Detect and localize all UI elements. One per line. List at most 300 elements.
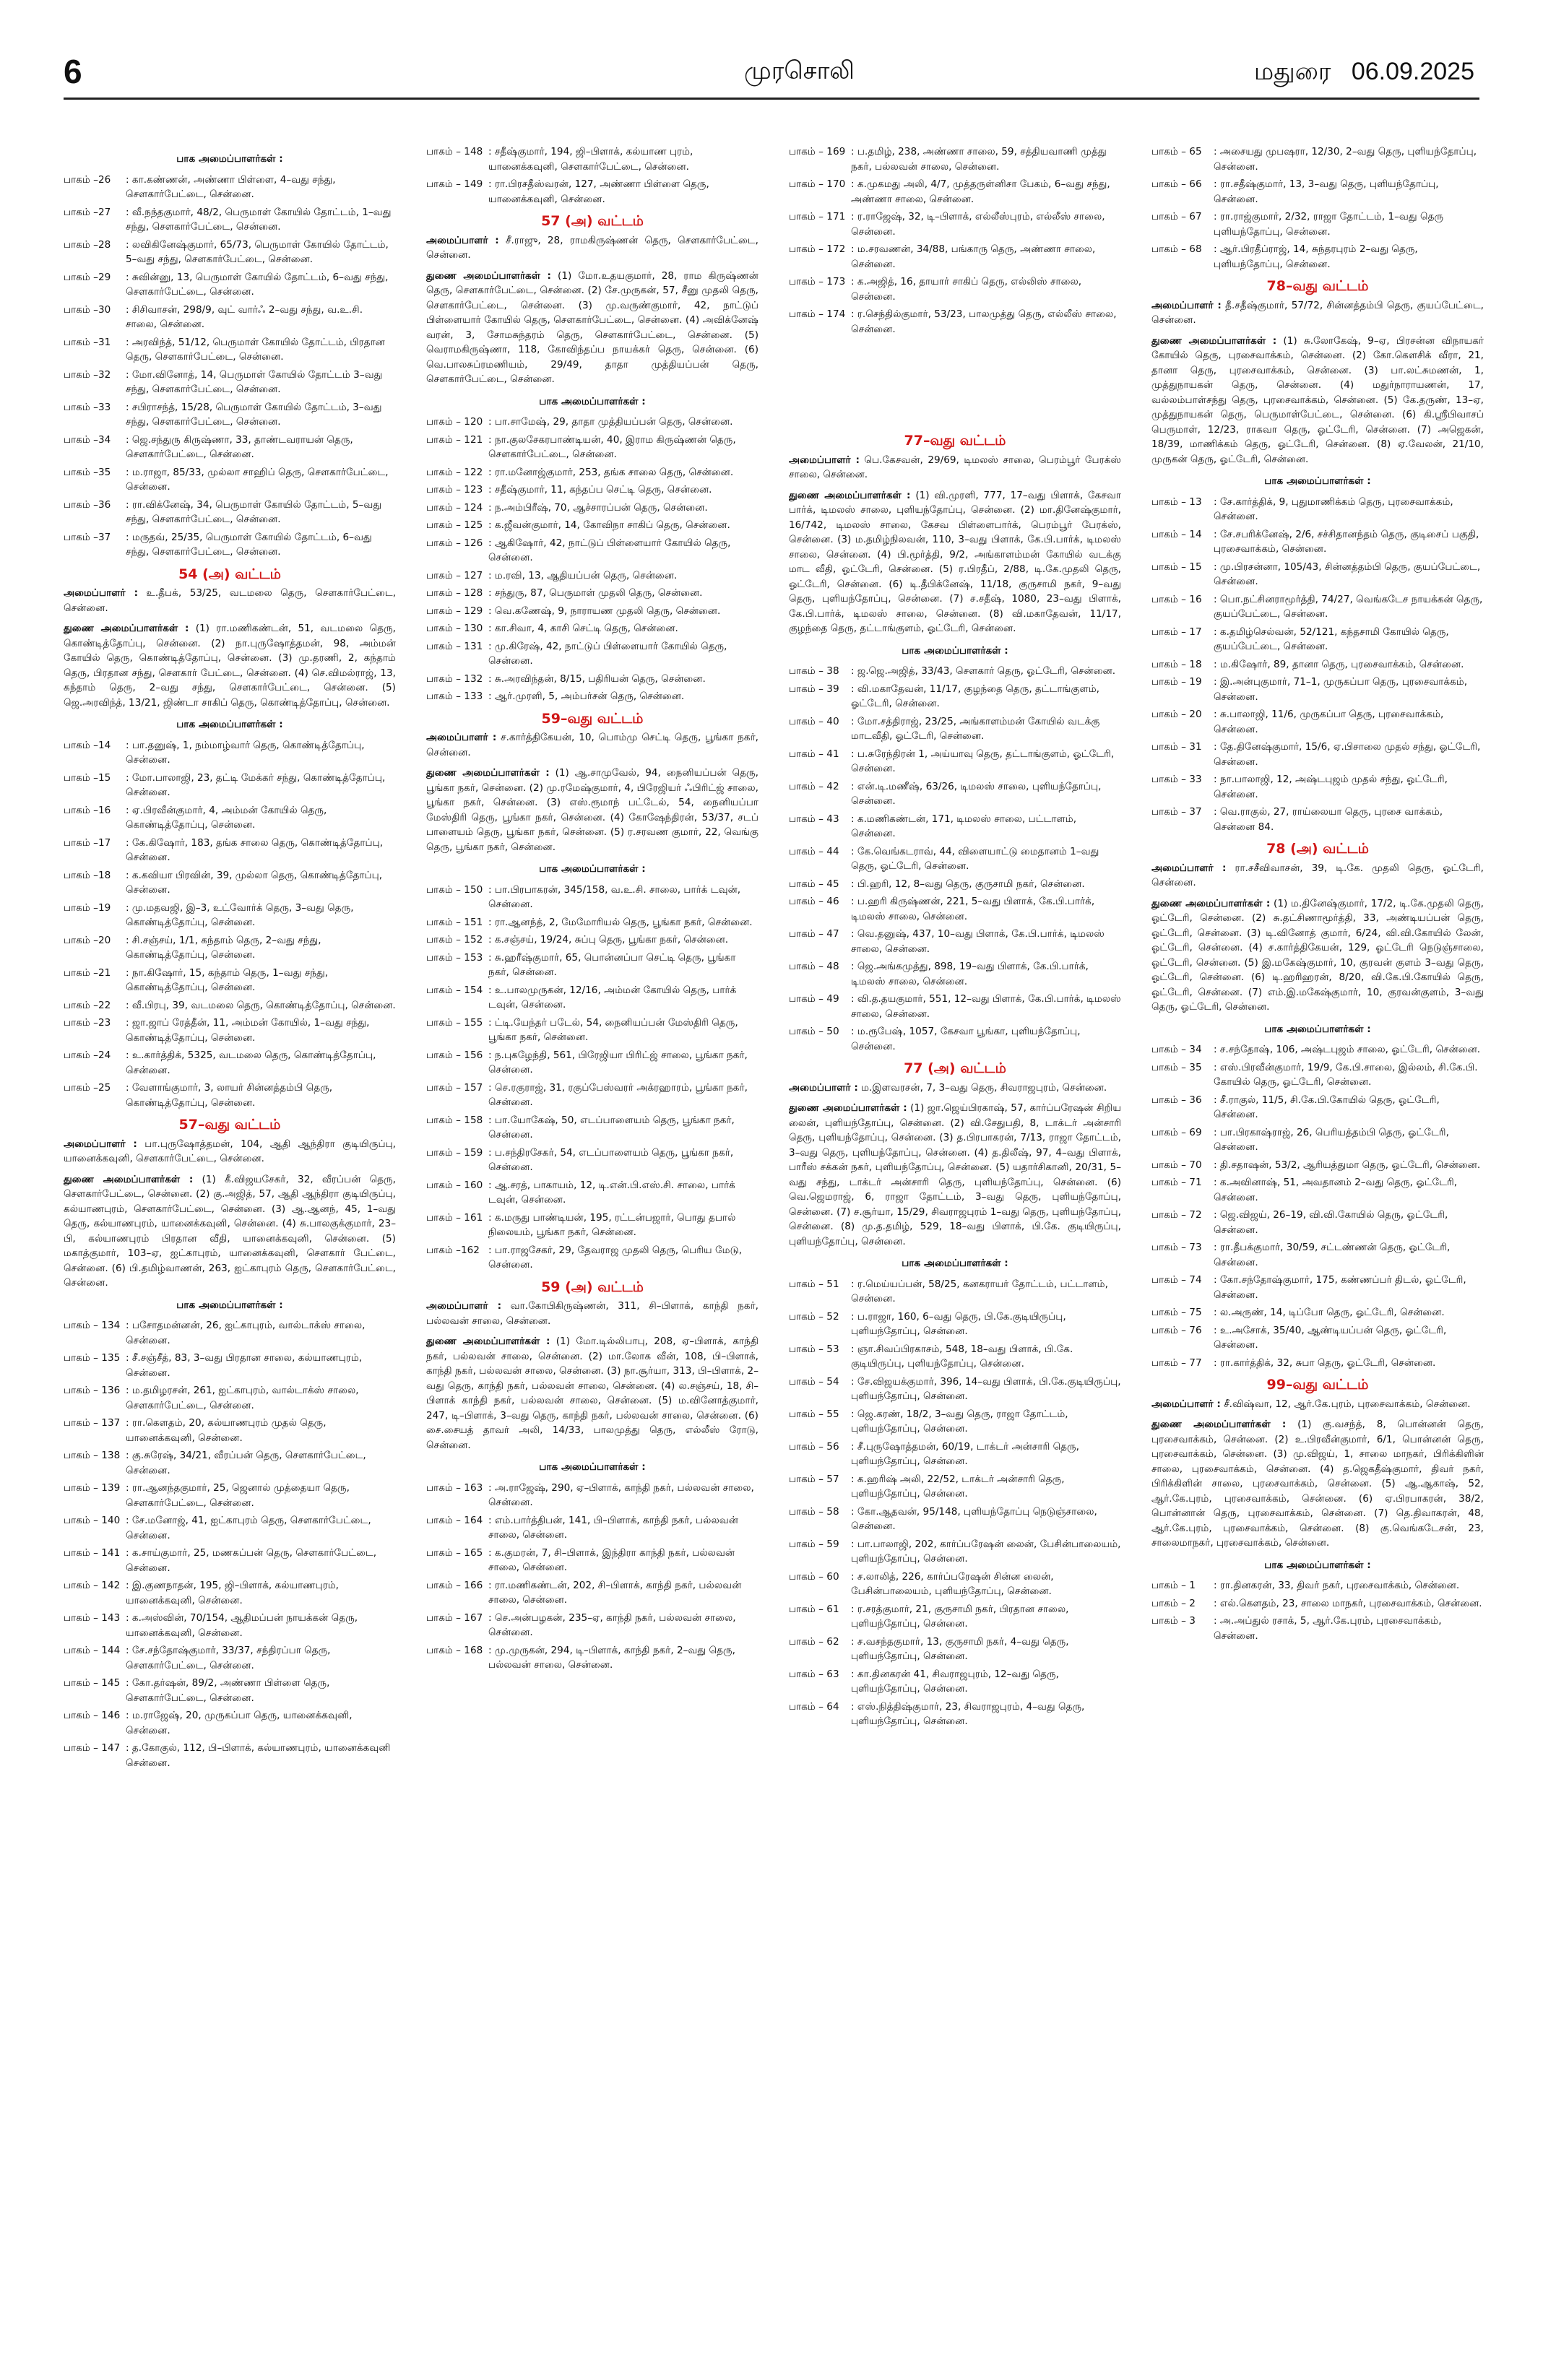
booth-row (789, 894, 1121, 924)
booth-number: பாகம் – 55 (789, 1408, 839, 1420)
booth-row (1151, 1093, 1484, 1122)
subheading: பாக அமைப்பாளர்கள் : (1264, 1559, 1371, 1571)
booth-number: பாகம் – 171 (789, 211, 846, 222)
booth-list (1151, 144, 1484, 272)
booth-row (64, 1416, 396, 1445)
booth-number: பாகம் – 33 (1151, 774, 1202, 785)
booth-row (1151, 560, 1484, 589)
booth-number: பாகம் – 128 (426, 587, 483, 599)
booth-organiser: : சி.சஞ்சய், 1/1, கந்தாம் தெரு, 2–வது சந்து, கொண்டித்தோப்பு, சென்னை. (126, 934, 321, 961)
organiser-text: வா.கோபிகிருஷ்ணன், 311, சி–பிளாக், காந்தி நகர், பல்லவன் சாலை, சென்னை. (426, 1300, 758, 1327)
deputy-label: துணை அமைப்பாளர்கள் : (426, 767, 550, 779)
booth-row (1151, 657, 1484, 672)
column-gap (789, 339, 1121, 426)
booth-row (1151, 1578, 1484, 1593)
booth-number: பாகம் – 151 (426, 916, 483, 928)
booth-number: பாகம் – 71 (1151, 1177, 1202, 1188)
booth-organiser: : ம.ரவி, 13, ஆதியப்பன் தெரு, சென்னை. (488, 569, 678, 581)
booth-number: பாகம் – 51 (789, 1278, 839, 1290)
booth-number: பாகம் – 145 (64, 1677, 121, 1689)
booth-list (789, 144, 1121, 337)
booth-row (426, 1113, 758, 1143)
booth-number: பாகம் – 132 (426, 672, 483, 685)
booth-row (64, 433, 396, 462)
deputy-label: துணை அமைப்பாளர்கள் : (789, 489, 911, 501)
booth-organiser: : சு.ஹரீஷ்குமார், 65, பொன்னப்பா செட்டி தெரு, பூங்கா நகர், சென்னை. (488, 951, 736, 978)
booth-number: பாகம் – 37 (1151, 806, 1202, 818)
booth-number: பாகம் – 146 (64, 1710, 121, 1721)
booth-number: பாகம் –22 (64, 999, 111, 1011)
booth-row (64, 868, 396, 898)
issue-date: 06.09.2025 (1351, 58, 1474, 85)
booth-row (1151, 1596, 1484, 1611)
booth-organiser: : ரா.மணிகண்டன், 202, சி–பிளாக், காந்தி நகர், பல்லவன் சாலை, சென்னை. (488, 1579, 742, 1606)
deputy-text: (1) கு.வசந்த், 8, பொன்னன் தெரு, புரசைவாக்கம், சென்னை. (2) உ.பிரவீன்குமார், 6/1, பொன்னன் தெரு, புரசைவாக்கம், சென்னை. (3) மு.விஜய், 1, சாலை மாநகர், பிரிக்கிளின் சாலை, புரசைவாக்கம், சென்னை. (4) த.ஜெகதீஷ்குமார், திவர் நகர், பிரிக்கிளின் சாலை, புரசைவாக்கம், சென்னை. (5) ஆ.ஆகாஷ், 52, ஆர்.கே.புரம், புரசைவாக்கம், சென்னை. (6) ஏ.பிரபாகரன், 38/2, பொன்னான் தெரு, புரசைவாக்கம், சென்னை. (7) தெ.திவாகரன், 48, ஆர்.கே.புரம், புரசைவாக்கம், சென்னை. (8) கு.வெங்கடேசன், 23, சாலைமாநகர், புரசைவாக்கம், சென்னை. (1151, 1419, 1484, 1549)
booth-list (1151, 1042, 1484, 1370)
booth-row (64, 1448, 396, 1478)
booth-row (64, 173, 396, 202)
booth-organiser: : உ.கார்த்திக், 5325, வடமலை தெரு, கொண்டித்தோப்பு, சென்னை. (126, 1050, 376, 1076)
booth-row (426, 1081, 758, 1110)
booth-organiser: : ரா.மனோஜ்குமார், 253, தங்க சாலை தெரு, சென்னை. (488, 466, 734, 478)
deputy-text: (1) சு.லோகேஷ், 9–ஏ, பிரசன்ன விநாயகர் கோயில் தெரு, புரசைவாக்கம், சென்னை. (2) கோ.கௌசிக் வீரா, 21, தானா தெரு, புரசைவாக்கம், சென்னை. (3) பா.லட்சுமணன், 1, முத்துநாயகன் தெரு, சென்னை. (4) மதுர்நாராயணன், 17, வல்லம்பாள்சந்து தெரு, புரசைவாக்கம், சென்னை. (5) கே.தருண், 13–ஏ, முத்துநாயகன் தெரு, பெருமாள்பேட்டை, சென்னை. (6) கி.ஸ்ரீபிவாசப் பெருமாள், 12/23, ராகவா தெரு, ஓட்டேரி, சென்னை. (7) அஜெகன், 18/39, மாணிக்கம் தெரு, ஓட்டேரி, சென்னை. (8) ஏ.வேலன், 21/10, முருகன் தெரு, ஓட்டேரி, சென்னை. (1151, 334, 1484, 465)
dateline (1254, 58, 1474, 89)
booth-number: பாகம் – 56 (789, 1440, 839, 1453)
booth-row (789, 747, 1121, 776)
organiser-paragraph (426, 233, 758, 263)
deputy-text: (1) ம.தினேஷ்குமார், 17/2, டி.கே.முதலி தெரு, ஓட்டேரி, சென்னை. (2) சு.தட்சிணாமூர்த்தி, 33, அண்டியப்பன் தெரு, ஓட்டேரி, சென்னை. (3) டி.வினோத் குமார், 6/24, வி.வி.கோயில் லேன், ஓட்டேரி, சென்னை. (4) ச.கார்த்திகேயன், 129, ஓட்டேரி நெடுஞ்சாலை, ஓட்டேரி, சென்னை. (5) இ.மகேஷ்குமார், 10, குரவன் குளம் 3–வது தெரு, ஓட்டேரி, சென்னை. (6) டி.ஹரிஹரன், 8/20, வி.கே.பி.கோயில் தெரு, ஓட்டேரி, சென்னை. (7) எம்.இ.மகேஷ்குமார், 10, குரவன்குளம், 3–வது தெரு, ஓட்டேரி, சென்னை. (1151, 897, 1484, 1013)
booth-row (426, 983, 758, 1013)
booth-number: பாகம் – 126 (426, 537, 483, 549)
booth-row (789, 242, 1121, 272)
header-rule (64, 98, 1479, 100)
booth-row (1151, 144, 1484, 174)
booth-organiser: : மு.மதவஜி, இ–3, உட்வோர்க் தெரு, 3–வது தெரு, கொண்டித்தோப்பு, சென்னை. (126, 901, 354, 928)
booth-organiser: : ஆ.சரத், பாகாயம், 12, டி.என்.பி.எஸ்.சி. சாலை, பார்க் டவுன், சென்னை. (488, 1179, 735, 1206)
booth-number: பாகம் – 17 (1151, 626, 1202, 638)
booth-organiser: : வெ.கணேஷ், 9, நாராயண முதலி தெரு, சென்னை. (488, 605, 721, 617)
organiser-label: அமைப்பாளர் : (64, 587, 139, 599)
booth-row (1151, 1240, 1484, 1270)
page-number: 6 (64, 53, 82, 90)
booth-row (64, 1741, 396, 1770)
booth-number: பாகம் – 34 (1151, 1044, 1202, 1055)
ward-heading: 77 (அ) வட்டம் (904, 1060, 1006, 1076)
booth-row (789, 959, 1121, 989)
booth-organiser: : ரா.தினகரன், 33, திவர் நகர், புரசைவாக்கம், சென்னை. (1214, 1580, 1460, 1591)
booth-row (426, 1481, 758, 1510)
booth-number: பாகம் – 42 (789, 780, 839, 792)
booth-list (426, 144, 758, 207)
booth-number: பாகம் –24 (64, 1050, 111, 1061)
booth-row (426, 1578, 758, 1608)
booth-row (789, 1537, 1121, 1567)
subheading: பாக அமைப்பாளர்கள் : (1264, 475, 1371, 487)
booth-row (426, 433, 758, 462)
booth-row (64, 1481, 396, 1510)
booth-number: பாகம் – 13 (1151, 496, 1202, 508)
booth-number: பாகம் – 156 (426, 1049, 483, 1061)
deputy-text: (1) மோ.டில்லிபாபு, 208, ஏ–பிளாக், காந்தி நகர், பல்லவன் சாலை, சென்னை. (2) மா.லோக வீன், 108, பி–பிளாக், காந்தி நகர், பல்லவன் சாலை, சென்னை. (3) நா.சூர்யா, 313, பி–பிளாக், 2–வது தெரு, காந்தி நகர், பல்லவன் சாலை, சென்னை. (4) ல.சஞ்சய், 18, சி–பிளாக் காந்தி நகர், பல்லவன் சாலை, சென்னை. (5) ம.வினோத்குமார், 247, டி–பிளாக், 3–வது தெரு, காந்தி நகர், பல்லவன் சாலை, சென்னை. (6) சை.சையத் தாவர் அலி, 14/33, பாலமுத்து தெரு, எல்லீஸ் ரோடு, சென்னை. (426, 1336, 758, 1451)
booth-organiser: : க.ஹரிஷ் அலி, 22/52, டாக்டர் அன்சாரி தெரு, புளியந்தோப்பு, சென்னை. (851, 1473, 1065, 1500)
booth-row (1151, 1042, 1484, 1057)
booth-number: பாகம் – 53 (789, 1343, 839, 1355)
booth-number: பாகம் – 77 (1151, 1356, 1202, 1369)
booth-row (1151, 1208, 1484, 1237)
booth-number: பாகம் – 65 (1151, 146, 1202, 157)
column-1 (64, 144, 396, 2366)
deputy-text: (1) ஆ.சாமுவேல், 94, நைனியப்பன் தெரு, பூங்கா நகர், சென்னை. (2) மு.ரமேஷ்குமார், 4, பிரேஜியர் ஃபிரிட்ஜ் சாலை, பூங்கா நகர், சென்னை. (3) எஸ்.ரூமாந் பட்டேல், 54, நைனியப்பா மேஸ்திரி தெரு, பூங்கா நகர், சென்னை. (4) கோஷேந்திரன், 53/37, சடப் பாளையம் தெரு, பூங்கா நகர், சென்னை. (5) ர.சரவண குமார், 22, வெங்கு தெரு, பூங்கா நகர், சென்னை. (426, 767, 758, 853)
booth-organiser: : ம.தமிழரசன், 261, ஐட்காபுரம், வால்டாக்ஸ் சாலை, சௌகார்பேட்டை, சென்னை. (126, 1385, 359, 1411)
deputy-text: (1) ரா.மணிகண்டன், 51, வடமலை தெரு, கொண்டித்தோப்பு, சென்னை. (2) நா.புருஷோத்தமன், 98, அம்மன் கோயில் தெரு, கொண்டித்தோப்பு, சென்னை. (3) மு.தரணி, 2, கந்தாம் தெரு, பிரதான சந்து, சௌகார் பேட்டை, சென்னை. (4) செ.விமல்ராஜ், 13, கந்தாம் தெரு, 2–வது சந்து, சௌகார்பேட்டை, சென்னை. (5) ஜெ.அரவிந்த், 13/21, ஜிண்டா சாகிப் தெரு, கொண்டித்தோப்பு, சென்னை. (64, 623, 396, 709)
booth-number: பாகம் – 135 (64, 1352, 121, 1364)
booth-number: பாகம் – 70 (1151, 1159, 1202, 1171)
organiser-label: அமைப்பாளர் : (426, 1300, 502, 1312)
booth-row (1151, 177, 1484, 207)
booth-number: பாகம் – 154 (426, 984, 483, 996)
booth-row (1151, 772, 1484, 802)
booth-row (789, 1505, 1121, 1534)
booth-row (1151, 805, 1484, 834)
booth-row (1151, 1175, 1484, 1205)
booth-row (1151, 1305, 1484, 1320)
deputy-text: (1) ஜா.ஜெய்பிரகாஷ், 57, கார்ப்பரேஷன் சிறிய லைன், புளியந்தோப்பு, சென்னை. (2) வி.சேதுபதி, 8, டாக்டர் அன்சாரி தெரு, புளியந்தோப்பு, சென்னை. (3) த.பிரபாகரன், 7/13, ராஜா தோட்டம், 3–வது தெரு, புளியந்தோப்பு, சென்னை. (4) த.திலீஷ், 97, 4–வது பிளாக், பாரீஸ் சக்கன் நகர், புளியந்தோப்பு, சென்னை. (5) யதார்சிகானி, 20/31, 5–வது சந்து, டாக்டர் அன்சாரி தெரு, புளியந்தோப்பு, சென்னை. (6) வெ.ஜெமராஜ், 6, ராஜா தோட்டம், 3–வது தெரு, புளியந்தோப்பு, சென்னை. (7) ச.சூர்யா, 15/29, சிவராஜபுரம் 1–வது தெரு, புளியந்தோப்பு, சென்னை. (8) மு.த.தமிழ், 529, 18–வது பிளாக், பி.கே. குடியிருப்பு, புளியந்தோப்பு, சென்னை. (789, 1102, 1121, 1247)
booth-row (789, 664, 1121, 679)
booth-row (426, 1243, 758, 1273)
booth-organiser: : நா.குலசேகரபாண்டியன், 40, இராம கிருஷ்ணன் தெரு, சௌகார்பேட்டை, சென்னை. (488, 433, 736, 460)
booth-organiser: : சு.பாலாஜி, 11/6, முருகப்பா தெரு, புரசைவாக்கம், சென்னை. (1214, 709, 1444, 735)
booth-row (426, 1643, 758, 1673)
booth-organiser: : மோ.பாலாஜி, 23, தட்டி மேக்கர் சந்து, கொண்டித்தோப்பு, சென்னை. (126, 771, 386, 798)
booth-number: பாகம் – 174 (789, 308, 846, 320)
booth-organiser: : ஜெ.சந்துரு கிருஷ்ணா, 33, தாண்டவராயன் தெரு, சௌகார்பேட்டை, சென்னை. (126, 433, 353, 460)
booth-organiser: : மோ.சத்திராஜ், 23/25, அங்காளம்மன் கோயில் வடக்கு மாடவீதி, ஓட்டேரி, சென்னை. (851, 715, 1100, 742)
booth-list (789, 664, 1121, 1054)
booth-organiser: : பா.ராஜசேகர், 29, தேவராஜ முதலி தெரு, பெரிய மேடு, சென்னை. (488, 1244, 743, 1271)
masthead (0, 0, 1543, 108)
booth-organiser: : செ.அன்பழகன், 235–ஏ, காந்தி நகர், பல்லவன் சாலை, சென்னை. (488, 1611, 736, 1638)
booth-row (426, 932, 758, 948)
booth-number: பாகம் – 131 (426, 640, 483, 652)
booth-organiser: : ஆகிஷோர், 42, நாட்டுப் பிள்ளையார் கோயில் தெரு, சென்னை. (488, 537, 731, 563)
booth-row (789, 144, 1121, 174)
booth-number: பாகம் –27 (64, 206, 111, 218)
booth-row (426, 177, 758, 207)
booth-organiser: : கா.சிவா, 4, காசி செட்டி தெரு, சென்னை. (488, 623, 678, 634)
booth-number: பாகம் – 160 (426, 1179, 483, 1191)
booth-number: பாகம் – 137 (64, 1417, 121, 1429)
booth-list (64, 173, 396, 560)
booth-row (64, 771, 396, 800)
booth-organiser: : எஸ்.நித்திஷ்குமார், 23, சிவராஜபுரம், 4–வது தெரு, புளியந்தோப்பு, சென்னை. (851, 1700, 1085, 1727)
booth-row (64, 1708, 396, 1738)
booth-number: பாகம் – 76 (1151, 1324, 1202, 1336)
subheading: பாக அமைப்பாளர்கள் : (176, 1299, 283, 1311)
booth-number: பாகம் – 45 (789, 878, 839, 890)
booth-number: பாகம் – 58 (789, 1505, 839, 1518)
booth-organiser: : ரா.விக்னேஷ், 34, பெருமாள் கோயில் தோட்டம், 5–வது சந்து, சௌகார்பேட்டை, சென்னை. (126, 498, 382, 525)
booth-row (64, 238, 396, 267)
booth-number: பாகம் –17 (64, 836, 111, 849)
booth-row (64, 1546, 396, 1575)
booth-number: பாகம் – 143 (64, 1612, 121, 1624)
booth-organiser: : சே.விஜயக்குமார், 396, 14–வது பிளாக், பி.கே.குடியிருப்பு, புளியந்தோப்பு, சென்னை. (851, 1375, 1121, 1402)
booth-row (1151, 527, 1484, 557)
booth-number: பாகம் – 60 (789, 1570, 839, 1583)
booth-number: பாகம் – 136 (64, 1385, 121, 1396)
booth-organiser: : ச.சந்தோஷ், 106, அஷ்டபுஜம் சாலை, ஓட்டேரி, சென்னை. (1214, 1044, 1481, 1055)
booth-row (64, 836, 396, 865)
booth-row (426, 951, 758, 980)
booth-organiser: : சு.அரவிந்தன், 8/15, பதிரியன் தெரு, சென்னை. (488, 672, 706, 685)
deputy-paragraph (789, 488, 1121, 636)
booth-number: பாகம் – 57 (789, 1473, 839, 1485)
deputy-paragraph (426, 766, 758, 854)
deputy-label: துணை அமைப்பாளர்கள் : (789, 1102, 907, 1114)
booth-organiser: : உ.பாலமுருகன், 12/16, அம்மன் கோயில் தெரு, பார்க் டவுன், சென்னை. (488, 984, 737, 1011)
booth-number: பாகம் – 139 (64, 1482, 121, 1494)
booth-organiser: : சீ.சஞ்சீத், 83, 3–வது பிரதான சாலை, கல்யாணபுரம், சென்னை. (126, 1352, 363, 1379)
booth-organiser: : மு.முருகன், 294, டி–பிளாக், காந்தி நகர், 2–வது தெரு, பல்லவன் சாலை, சென்னை. (488, 1644, 735, 1671)
subheading: பாக அமைப்பாளர்கள் : (176, 153, 283, 165)
booth-row (789, 1635, 1121, 1664)
booth-organiser: : கா.தினகரன் 41, சிவராஜபுரம், 12–வது தெரு, புளியந்தோப்பு, சென்னை. (851, 1668, 1059, 1695)
booth-organiser: : ம.கிஷோர், 89, தானா தெரு, புரசைவாக்கம், சென்னை. (1214, 658, 1464, 670)
booth-organiser: : நா.பாலாஜி, 12, அஷ்டபுஜம் முதல் சந்து, ஓட்டேரி, சென்னை. (1214, 774, 1448, 800)
booth-number: பாகம் – 3 (1151, 1615, 1196, 1627)
booth-number: பாகம் – 157 (426, 1081, 483, 1094)
booth-organiser: : மு.கிரேஷ், 42, நாட்டுப் பிள்ளையார் கோயில் தெரு, சென்னை. (488, 640, 727, 667)
subheading: பாக அமைப்பாளர்கள் : (1264, 1023, 1371, 1035)
booth-number: பாகம் – 54 (789, 1375, 839, 1388)
booth-number: பாகம் – 44 (789, 845, 839, 857)
booth-organiser: : பொ.நட்சினராமூர்த்தி, 74/27, வெங்கடேச நாயக்கன் தெரு, குயப்பேட்டை, சென்னை. (1214, 593, 1483, 620)
booth-number: பாகம் – 75 (1151, 1307, 1202, 1318)
booth-number: பாகம் – 2 (1151, 1597, 1196, 1609)
booth-organiser: : எஸ்.பிரவீன்குமார், 19/9, கே.பி.சாலை, இல்லம், சி.கே.பி. கோயில் தெரு, ஓட்டேரி, சென்னை. (1214, 1061, 1478, 1088)
booth-organiser: : ச.வசந்தகுமார், 13, குருசாமி நகர், 4–வது தெரு, புளியந்தோப்பு, சென்னை. (851, 1635, 1069, 1662)
booth-list (64, 738, 396, 1111)
deputy-paragraph (1151, 896, 1484, 1015)
booth-organiser: : ல.அருண், 14, டிப்போ தெரு, ஓட்டேரி, சென்னை. (1214, 1307, 1445, 1318)
booth-organiser: : கோ.சந்தோஷ்குமார், 175, கண்ணப்பர் திடல், ஓட்டேரி, சென்னை. (1214, 1274, 1466, 1301)
booth-organiser: : ரா.ராஜ்குமார், 2/32, ராஜா தோட்டம், 1–வது தெரு புளியந்தோப்பு, சென்னை. (1214, 211, 1444, 238)
booth-organiser: : தி.சதாஷன், 53/2, ஆரியத்துமா தெரு, ஓட்டேரி, சென்னை. (1214, 1159, 1481, 1171)
organiser-label: அமைப்பாளர் : (789, 1081, 858, 1094)
booth-number: பாகம் –16 (64, 804, 111, 816)
booth-row (1151, 242, 1484, 272)
booth-organiser: : ரா.பிரசதீஸ்வரன், 127, அண்ணா பிள்ளை தெரு, யானைக்கவுனி, சென்னை. (488, 178, 709, 205)
organiser-paragraph (789, 1081, 1121, 1096)
booth-number: பாகம் – 149 (426, 178, 483, 190)
booth-number: பாகம் – 67 (1151, 211, 1202, 222)
booth-organiser: : அசையது முபஷரா, 12/30, 2–வது தெரு, புளியந்தோப்பு, சென்னை. (1214, 146, 1477, 173)
booth-row (789, 1375, 1121, 1404)
booth-organiser: : க.முகமது அலி, 4/7, முத்தருள்னிசா பேகம், 6–வது சந்து, அண்ணா சாலை, சென்னை. (851, 178, 1110, 205)
column-2 (426, 144, 758, 2366)
booth-row (426, 483, 758, 498)
deputy-label: துணை அமைப்பாளர்கள் : (1151, 334, 1277, 347)
booth-row (426, 568, 758, 584)
booth-row (426, 536, 758, 566)
booth-row (789, 1024, 1121, 1054)
booth-number: பாகம் – 163 (426, 1481, 483, 1494)
booth-organiser: : அ.அப்துல் ரசாக், 5, ஆர்.கே.புரம், புரசைவாக்கம், சென்னை. (1214, 1615, 1442, 1642)
booth-number: பாகம் – 66 (1151, 178, 1202, 190)
booth-row (1151, 209, 1484, 239)
booth-row (64, 335, 396, 365)
booth-number: பாகம் – 125 (426, 519, 483, 531)
booth-number: பாகம் –23 (64, 1017, 111, 1029)
booth-organiser: : க.மருது பாண்டியன், 195, ரட்டன்பஜார், பொது தபால் நிலையம், பூங்கா நகர், சென்னை. (488, 1211, 736, 1238)
organiser-paragraph (789, 453, 1121, 483)
booth-row (789, 1667, 1121, 1697)
organiser-text: உ.தீபக், 53/25, வடமலை தெரு, சௌகார்பேட்டை, சென்னை. (64, 587, 396, 614)
booth-organiser: : ரா.தீபக்குமார், 30/59, சட்டண்ணன் தெரு, ஓட்டேரி, சென்னை. (1214, 1242, 1451, 1268)
organiser-text: சீ.விஷ்வா, 12, ஆர்.கே.புரம், புரசைவாக்கம், சென்னை. (1220, 1398, 1471, 1410)
booth-number: பாகம் – 173 (789, 276, 846, 287)
booth-organiser: : க.ஜீவன்குமார், 14, கோவிநா சாகிப் தெரு, சென்னை. (488, 519, 730, 531)
deputy-paragraph (64, 621, 396, 710)
booth-row (64, 1611, 396, 1640)
booth-number: பாகம் – 69 (1151, 1126, 1202, 1138)
booth-row (426, 501, 758, 516)
booth-row (64, 530, 396, 560)
booth-organiser: : பி.ஹரி, 12, 8–வது தெரு, குருசாமி நகர், சென்னை. (851, 878, 1085, 890)
booth-number: பாகம் – 16 (1151, 593, 1202, 605)
booth-organiser: : ர.ராஜேஷ், 32, டி–பிளாக், எல்லீஸ்புரம், எல்லீஸ் சாலை, சென்னை. (851, 211, 1105, 238)
deputy-text: (1) கீ.விஜயசேகர், 32, வீரப்பன் தெரு, சௌகார்பேட்டை, சென்னை. (2) கு.அஜித், 57, ஆதி ஆந்திரா குடியிருப்பு, கல்யாணபுரம், சௌகார்பேட்டை, சென்னை. (3) ஆ.ஆனந், 45, 1–வது தெரு, கல்யாணபுரம், யானைக்கவுனி, சென்னை. (4) சு.பாலகுக்குமார், 23–பி, கல்யாணபுரம் பிரதான வீதி, யானைக்கவுனி, சென்னை. (5) மகாத்குமார், 103–ஏ, ஐட்காபுரம், யானைக்கவுனி, சௌகார் பேட்டை, சென்னை. (6) பி.தமிழ்வாணன், 263, ஐட்காபுரம் தெரு, சௌகார்பேட்டை, சென்னை. (64, 1173, 396, 1289)
booth-row (64, 966, 396, 995)
organiser-label: அமைப்பாளர் : (426, 732, 497, 743)
ward-heading: 78–வது வட்டம் (1266, 278, 1369, 294)
booth-row (789, 307, 1121, 337)
booth-number: பாகம் – 122 (426, 466, 483, 478)
booth-organiser: : மோ.வினோத், 14, பெருமாள் கோயில் தோட்டம் 3–வது சந்து, சௌகார்பேட்டை, சென்னை. (126, 368, 383, 395)
booth-organiser: : பா.யோகேஷ், 50, எடப்பாளையம் தெரு, பூங்கா நகர், சென்னை. (488, 1114, 735, 1141)
booth-number: பாகம் – 121 (426, 433, 483, 446)
booth-organiser: : ந.அம்பிரீஷ், 70, ஆச்சாரப்பன் தெரு, சென்னை. (488, 501, 708, 514)
booth-number: பாகம் – 39 (789, 683, 839, 695)
booth-row (426, 465, 758, 480)
organiser-label: அமைப்பாளர் : (789, 454, 860, 466)
booth-number: பாகம் –19 (64, 901, 111, 914)
deputy-paragraph (426, 1334, 758, 1453)
booth-row (64, 498, 396, 527)
booth-row (789, 1602, 1121, 1632)
booth-number: பாகம் –14 (64, 739, 111, 751)
deputy-paragraph (64, 1172, 396, 1291)
booth-organiser: : வெ.தனுஷ், 437, 10–வது பிளாக், கே.பி.பார்க், டிமலஸ் சாலை, சென்னை. (851, 928, 1105, 955)
booth-organiser: : ச.லாலித், 226, கார்ப்பரேஷன் சின்ன லைன், பேசின்பாலையம், புளியந்தோப்பு, சென்னை. (851, 1570, 1054, 1597)
booth-list (1151, 495, 1484, 835)
booth-row (64, 1578, 396, 1608)
deputy-paragraph (1151, 1417, 1484, 1551)
booth-row (64, 738, 396, 768)
booth-number: பாகம் – 48 (789, 961, 839, 972)
booth-number: பாகம் –28 (64, 238, 111, 251)
booth-organiser: : க.கவியா பிரவின், 39, முல்லா தெரு, கொண்டித்தோப்பு, சென்னை. (126, 869, 383, 896)
booth-number: பாகம் – 164 (426, 1514, 483, 1526)
booth-number: பாகம் – 18 (1151, 658, 1202, 670)
booth-number: பாகம் –15 (64, 771, 111, 784)
booth-number: பாகம் – 52 (789, 1310, 839, 1323)
ward-heading: 59–வது வட்டம் (541, 710, 644, 727)
booth-number: பாகம் – 14 (1151, 528, 1202, 540)
booth-row (789, 1407, 1121, 1437)
booth-number: பாகம் –20 (64, 934, 111, 946)
booth-row (426, 1611, 758, 1640)
booth-organiser: : கா.கண்ணன், அண்ணா பிள்ளை, 4–வது சந்து, சௌகார்பேட்டை, சென்னை. (126, 173, 336, 200)
booth-row (426, 1016, 758, 1045)
deputy-text: (1) வி.முரளி, 777, 17–வது பிளாக், கேசவா பார்க், டிமலஸ் சாலை, புளியந்தோப்பு, சென்னை. (2) மா.தினேஷ்குமார், 16/742, டிமலஸ் சாலை, கேசவ பிள்ளைபார்க், பெரம்பூர் பேரக்ஸ், சென்னை. (3) ம.தமிழ்நிலவன், 110, 3–வது பிளாக், கே.பி.பார்க், டிமலஸ் சாலை, சென்னை. (4) பி.மூர்த்தி, 9/2, அங்காளம்மன் கோயில் வடக்கு மாட வீதி, ஓட்டேரி, சென்னை. (5) ர.பிரதீப், 2/88, டி.கே.முதலி தெரு, ஓட்டேரி, சென்னை. (6) டி.தீபிக்னேஷ், 11/18, குருசாமி நகர், 9–வது தெரு, புளியந்தோப்பு, சென்னை. (7) ச.சதீஷ், 1080, 23–வது பிளாக், கே.பி.பார்க், டிமலஸ் சாலை, சென்னை. (8) வி.மகாதேவன், 11/17, குழந்தை தெரு, தட்டாங்குளம், ஓட்டேரி, சென்னை. (789, 489, 1121, 634)
booth-number: பாகம் – 64 (789, 1700, 839, 1713)
booth-organiser: : வேளாங்குமார், 3, லாயர் சின்னத்தம்பி தெரு, கொண்டித்தோப்பு, சென்னை. (126, 1082, 333, 1109)
booth-number: பாகம் – 1 (1151, 1580, 1196, 1591)
booth-row (426, 604, 758, 619)
booth-row (64, 205, 396, 235)
booth-number: பாகம் – 144 (64, 1645, 121, 1656)
booth-number: பாகம் – 63 (789, 1668, 839, 1680)
subheading: பாக அமைப்பாளர்கள் : (902, 644, 1008, 657)
booth-organiser: : ஜெ.விஜய், 26–19, வி.வி.கோயில் தெரு, ஓட்டேரி, சென்னை. (1214, 1209, 1448, 1236)
booth-organiser: : என்.டி.மணீஷ், 63/26, டிமலஸ் சாலை, புளியந்தோப்பு, சென்னை. (851, 780, 1102, 807)
booth-number: பாகம் – 15 (1151, 561, 1202, 573)
booth-number: பாகம் –37 (64, 531, 111, 543)
deputy-text: (1) மோ.உதயகுமார், 28, ராம கிருஷ்ணன் தெரு, சௌகார்பேட்டை, சென்னை. (2) சே.முருகன், 57, சீனு முதலி தெரு, சௌகார்பேட்டை, சென்னை. (3) மு.வருண்குமார், 42, நாட்டுப் பிள்ளையார் கோயில் தெரு, சௌகார்பேட்டை, சென்னை. (4) அவிக்னேஷ் வரன், 3, சோமசுந்தரம் தெரு, சௌகார்பேட்டை, சென்னை. (5) வெராமகிருஷ்ணா, 118, கோவிந்தப்ப நாயக்கர் தெரு, சென்னை. (6) வெ.பாலசுப்ரமணியம், 29/49, தாதா முத்தியப்பன் தெரு, சௌகார்பேட்டை, சென்னை. (426, 269, 758, 385)
booth-row (64, 1351, 396, 1380)
booth-number: பாகம் – 172 (789, 243, 846, 255)
booth-number: பாகம் – 43 (789, 813, 839, 825)
booth-number: பாகம் –21 (64, 966, 111, 979)
booth-organiser: : சுவின்னு, 13, பெருமாள் கோயில் தோட்டம், 6–வது சந்து, சௌகார்பேட்டை, சென்னை. (126, 271, 389, 298)
booth-organiser: : பா.தனுஷ், 1, நம்மாழ்வார் தெரு, கொண்டித்தோப்பு, சென்னை. (126, 739, 365, 766)
booth-row (64, 303, 396, 332)
booth-row (64, 1383, 396, 1413)
booth-row (789, 682, 1121, 711)
booth-organiser: : ரா.கௌதம், 20, கல்யாணபுரம் முதல் தெரு, யானைக்கவுனி, சென்னை. (126, 1417, 327, 1444)
booth-row (1151, 1273, 1484, 1302)
booth-organiser: : சே.மனோஜ், 41, ஐட்காபுரம் தெரு, சௌகார்பேட்டை, சென்னை. (126, 1515, 371, 1541)
booth-organiser: : ம.சரவணன், 34/88, பங்காரு தெரு, அண்ணா சாலை, சென்னை. (851, 243, 1096, 270)
booth-organiser: : சிசிவாசன், 298/9, வுட் வார்ஃ 2–வது சந்து, வ.உ.சி. சாலை, சென்னை. (126, 303, 363, 330)
booth-number: பாகம் – 40 (789, 715, 839, 727)
booth-row (789, 812, 1121, 841)
ward-heading: 59 (அ) வட்டம் (541, 1278, 644, 1295)
booth-organiser: : நா.கிஷோர், 15, கந்தாம் தெரு, 1–வது சந்து, கொண்டித்தோப்பு, சென்னை. (126, 966, 329, 993)
booth-row (426, 689, 758, 704)
booth-row (1151, 1060, 1484, 1090)
booth-row (426, 639, 758, 669)
booth-number: பாகம் – 134 (64, 1320, 121, 1331)
booth-number: பாகம் – 20 (1151, 709, 1202, 720)
booth-organiser: : இ.அன்புகுமார், 71–1, முருகப்பா தெரு, புரசைவாக்கம், சென்னை. (1214, 676, 1468, 703)
booth-number: பாகம் – 120 (426, 416, 483, 428)
booth-organiser: : சபிராசந்த், 15/28, பெருமாள் கோயில் தோட்டம், 3–வது சந்து, சௌகார்பேட்டை, சென்னை. (126, 401, 382, 428)
booth-organiser: : ம.ராஜா, 85/33, முல்லா சாஹிப் தெரு, சௌகார்பேட்டை, சென்னை. (126, 466, 389, 493)
booth-row (1151, 495, 1484, 524)
booth-organiser: : ப.ராஜா, 160, 6–வது தெரு, பி.கே.குடியிருப்பு, புளியந்தோப்பு, சென்னை. (851, 1310, 1066, 1337)
deputy-paragraph (789, 1101, 1121, 1249)
booth-row (426, 1513, 758, 1543)
booth-number: பாகம் –25 (64, 1082, 111, 1094)
booth-organiser: : ர.சரத்குமார், 21, குருசாமி நகர், பிரதான சாலை, புளியந்தோப்பு, சென்னை. (851, 1603, 1069, 1630)
booth-number: பாகம் – 168 (426, 1644, 483, 1656)
booth-organiser: : பா.பிரகாஷ்ராஜ், 26, பெரியத்தம்பி தெரு, ஓட்டேரி, சென்னை. (1214, 1126, 1449, 1153)
booth-number: பாகம் – 138 (64, 1450, 121, 1461)
booth-list (426, 415, 758, 704)
booth-organiser: : ம.ராஜேஷ், 20, முருகப்பா தெரு, யானைக்கவுனி, சென்னை. (126, 1710, 353, 1736)
